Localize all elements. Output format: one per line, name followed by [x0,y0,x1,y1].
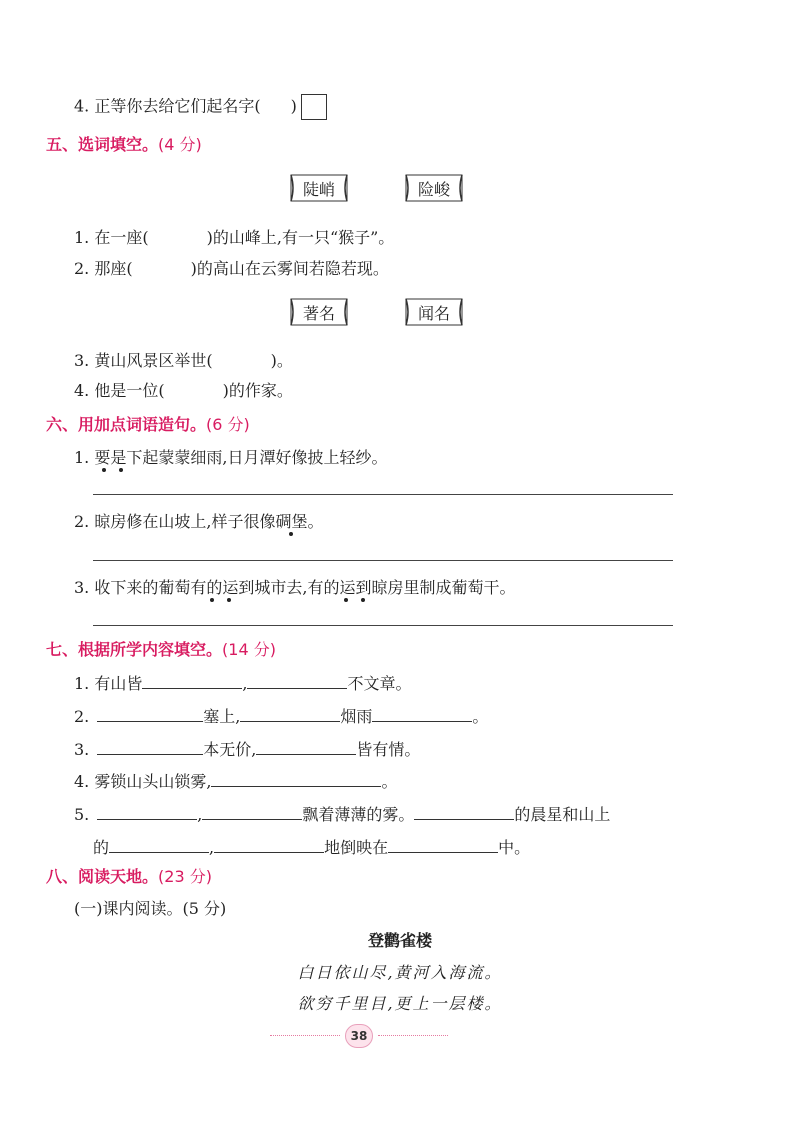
fill-blank[interactable] [202,803,302,820]
word-card-2: 险峻 [403,172,465,204]
fill-blank[interactable] [414,803,514,820]
s7-question-3: 3. 本无价, 皆有情。 [74,740,421,759]
answer-line[interactable] [93,494,673,495]
word-card-4: 闻名 [403,296,465,328]
fill-blank[interactable] [142,672,242,689]
emphasis-dot [227,598,231,602]
s7-question-1: 1. 有山皆 , 不文章。 [74,674,412,693]
poem-line-1: 白日依山尽,黄河入海流。 [297,963,503,982]
fill-blank[interactable] [214,836,324,853]
s7-question-4: 4. 雾锁山头山锁雾, 。 [74,772,398,791]
page-footer [0,1024,800,1048]
s8-subsection: (一)课内阅读。(5 分) [74,899,227,918]
s5-question-3: 3. 黄山风景区举世( )。 [74,351,293,370]
s7-question-2: 2. 塞上, 烟雨 。 [74,707,489,726]
s7-question-5-cont: 的 , 地倒映在 中。 [93,838,531,857]
word-card-3: 著名 [288,296,350,328]
section-8-heading: 八、阅读天地。(23 分) [46,867,212,886]
answer-line[interactable] [93,625,673,626]
question-4-prev: 4. 正等你去给它们起名字( ) [74,94,327,120]
fill-blank[interactable] [240,705,340,722]
answer-line[interactable] [93,560,673,561]
s5-question-1: 1. 在一座( )的山峰上,有一只“猴子”。 [74,228,395,247]
fill-blank[interactable] [97,738,203,755]
fill-blank[interactable] [97,803,197,820]
section-6-heading: 六、用加点词语造句。(6 分) [46,415,250,434]
fill-blank[interactable] [388,836,498,853]
emphasis-dot [289,532,293,536]
word-card-1: 陡峭 [288,172,350,204]
fill-blank[interactable] [97,705,203,722]
emphasis-dot [361,598,365,602]
s6-question-3: 3. 收下来的葡萄有的运到城市去,有的运到晾房里制成葡萄干。 [74,578,516,597]
s5-question-4: 4. 他是一位( )的作家。 [74,381,293,400]
fill-blank[interactable] [211,770,381,787]
section-5-heading: 五、选词填空。(4 分) [46,135,202,154]
fill-blank[interactable] [372,705,472,722]
fill-blank[interactable] [247,672,347,689]
s5-question-2: 2. 那座( )的高山在云雾间若隐若现。 [74,259,389,278]
page-number: 38 [345,1024,373,1048]
poem-title: 登鹳雀楼 [367,931,432,950]
s6-question-2: 2. 晾房修在山坡上,样子很像碉堡。 [74,512,324,531]
section-7-heading: 七、根据所学内容填空。(14 分) [46,640,276,659]
s6-question-1: 1. 要是下起蒙蒙细雨,日月潭好像披上轻纱。 [74,448,388,467]
s7-question-5: 5. , 飘着薄薄的雾。 的晨星和山上 [74,805,611,824]
fill-blank[interactable] [256,738,356,755]
footer-divider [270,1035,340,1036]
answer-box[interactable] [301,94,327,120]
footer-divider [378,1035,448,1036]
emphasis-dot [119,468,123,472]
emphasis-dot [102,468,106,472]
emphasis-dot [210,598,214,602]
fill-blank[interactable] [109,836,209,853]
poem-line-2: 欲穷千里目,更上一层楼。 [297,994,503,1013]
emphasis-dot [344,598,348,602]
